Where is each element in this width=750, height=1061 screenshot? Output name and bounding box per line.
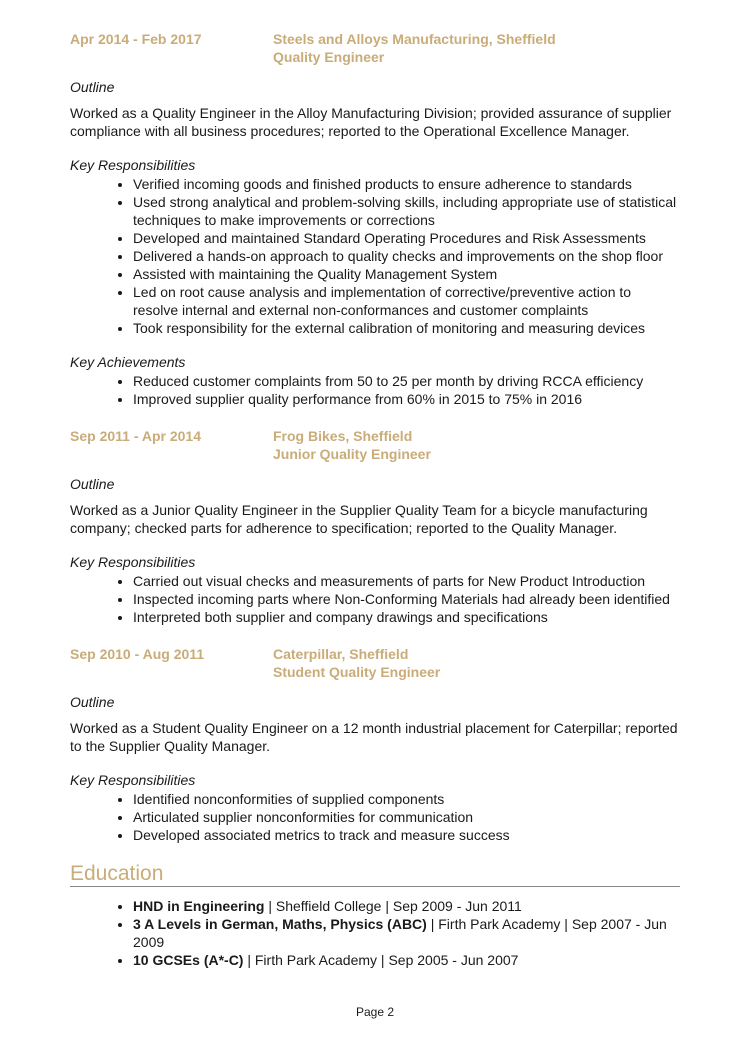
job-header — [70, 30, 680, 66]
job-entry — [70, 427, 680, 626]
list-item: • Improved supplier quality performance from 60% in 2015 to 75% in 2016 — [133, 390, 680, 408]
education-item — [133, 951, 680, 969]
job-entry — [70, 30, 680, 408]
outline-text: Worked as a Quality Engineer in the Alloy Manufacturing Division; provided assurance of supplier compliance with all business procedures; reported to the Operational Excellence Manager. — [70, 105, 672, 139]
list-item: • Developed and maintained Standard Operating Procedures and Risk Assessments — [133, 229, 680, 247]
education-detail: | Firth Park Academy | Sep 2005 - Jun 2007 — [243, 952, 519, 968]
education-section — [70, 862, 680, 969]
list-item: • Took responsibility for the external calibration of monitoring and measuring devices — [133, 319, 680, 337]
list-item: • Articulated supplier nonconformities for communication — [133, 808, 680, 826]
job-dates: Sep 2010 - Aug 2011 — [70, 646, 205, 662]
responsibilities-label: Key Responsibilities — [70, 772, 196, 788]
education-list — [70, 897, 680, 969]
page-number: Page 2 — [355, 1005, 395, 1019]
job-company: Caterpillar, Sheffield — [273, 646, 409, 662]
education-detail: | Sheffield College | Sep 2009 - Jun 2011 — [264, 898, 522, 914]
job-title: Junior Quality Engineer — [273, 446, 431, 462]
job-title: Quality Engineer — [273, 49, 385, 65]
achievements-list — [70, 372, 680, 408]
education-item — [133, 915, 680, 951]
responsibilities-list — [70, 790, 680, 844]
list-item: • Carried out visual checks and measurements of parts for New Product Introduction — [133, 572, 680, 590]
list-item: • Assisted with maintaining the Quality Management System — [133, 265, 680, 283]
list-item: • Inspected incoming parts where Non-Conforming Materials had already been identified — [133, 590, 680, 608]
resume-page-content — [70, 30, 680, 969]
list-item: • Led on root cause analysis and implementation of corrective/preventive action to resolve internal and external non-conformances and customer complaints — [133, 283, 680, 319]
outline-label: Outline — [70, 694, 115, 710]
list-item: • Interpreted both supplier and company drawings and specifications — [133, 608, 680, 626]
responsibilities-label: Key Responsibilities — [70, 157, 196, 173]
qualification: 3 A Levels in German, Maths, Physics (ABC) — [133, 916, 427, 932]
job-header — [70, 427, 680, 463]
job-dates: Sep 2011 - Apr 2014 — [70, 428, 202, 444]
responsibilities-list — [70, 175, 680, 337]
education-item — [133, 897, 680, 915]
outline-text: Worked as a Student Quality Engineer on a 12 month industrial placement for Caterpillar; reported to the Supplier Quality Manager. — [70, 720, 678, 754]
responsibilities-label: Key Responsibilities — [70, 554, 196, 570]
education-detail: | Firth Park Academy | Sep 2007 - Jun 2009 — [133, 916, 667, 950]
outline-text: Worked as a Junior Quality Engineer in the Supplier Quality Team for a bicycle manufacturing company; checked parts for adherence to specification; reported to the Quality Manager. — [70, 502, 648, 536]
job-company: Frog Bikes, Sheffield — [273, 428, 413, 444]
list-item: • Developed associated metrics to track and measure success — [133, 826, 680, 844]
list-item: • Reduced customer complaints from 50 to 25 per month by driving RCCA efficiency — [133, 372, 680, 390]
job-title: Student Quality Engineer — [273, 664, 441, 680]
outline-label: Outline — [70, 476, 115, 492]
education-heading: Education — [70, 862, 680, 887]
qualification: 10 GCSEs (A*-C) — [133, 952, 244, 968]
job-entry — [70, 645, 680, 844]
list-item: • Identified nonconformities of supplied components — [133, 790, 680, 808]
list-item: • Delivered a hands-on approach to quality checks and improvements on the shop floor — [133, 247, 680, 265]
job-company: Steels and Alloys Manufacturing, Sheffield — [273, 31, 556, 47]
achievements-label: Key Achievements — [70, 354, 186, 370]
responsibilities-list — [70, 572, 680, 626]
job-header — [70, 645, 680, 681]
list-item: • Verified incoming goods and finished products to ensure adherence to standards — [133, 175, 680, 193]
outline-label: Outline — [70, 79, 115, 95]
list-item: • Used strong analytical and problem-solving skills, including appropriate use of statistical techniques to make improvements or corrections — [133, 193, 680, 229]
qualification: HND in Engineering — [133, 898, 265, 914]
job-dates: Apr 2014 - Feb 2017 — [70, 31, 202, 47]
